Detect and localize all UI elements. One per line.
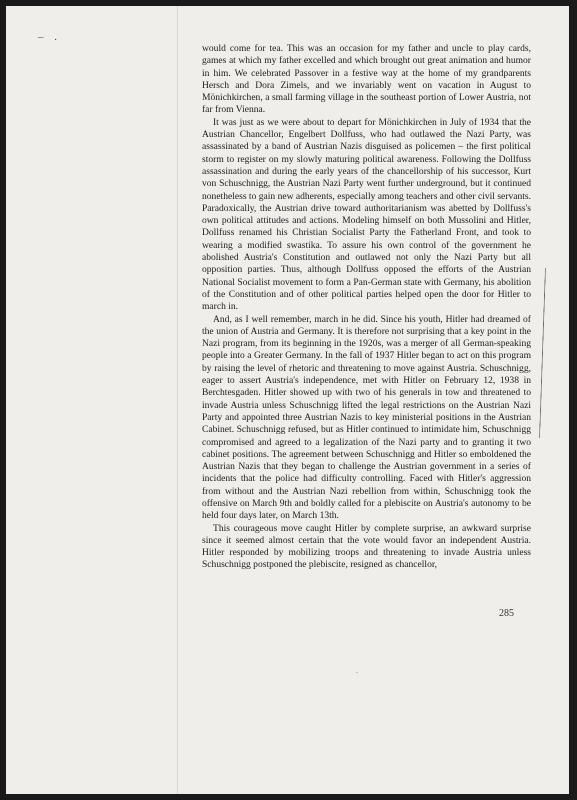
- paragraph: would come for tea. This was an occasion for my father and uncle to play cards, games at which my father excelled and which brought out great animation and humor in him. We celebrated Passover in a festive way at the home of my grandparents Hersch and Dora Zimels, and we invariably went on vacation in August to Mönichkirchen, a small farming village in the southeast portion of Lower Austria, not far from Vienna.: [202, 43, 531, 116]
- page-crease: [177, 6, 178, 794]
- margin-mark: – .: [38, 31, 61, 43]
- paragraph: This courageous move caught Hitler by complete surprise, an awkward surprise since it seemed almost certain that the vote would favor an independent Austria. Hitler responded by mobilizing troops and threatening to invade Austria unless Schuschnigg postponed the plebiscite, resigned as chancellor,: [202, 522, 531, 571]
- paragraph: And, as I well remember, march in he did. Since his youth, Hitler had dreamed of the union of Austria and Germany. It is therefore not surprising that a key point in the Nazi program, from its beginning in the 1920s, was a merger of all German-speaking people into a Greater Germany. In the fall of 1937 Hitler began to act on this program by raising the level of rhetoric and threatening to move against Austria. Schuschnigg, eager to assert Austria's independence, met with Hitler on February 12, 1938 in Berchtesgaden. Hitler showed up with two of his generals in tow and threatened to invade Austria unless Schuschnigg lifted the legal restrictions on the Austrian Nazi Party and appointed three Austrian Nazis to key ministerial positions in the Austrian Cabinet. Schuschnigg refused, but as Hitler continued to intimidate him, Schuschnigg compromised and agreed to a legalization of the Nazi party and to granting it two cabinet positions. The agreement between Schuschnigg and Hitler so emboldened the Austrian Nazis that they began to challenge the Austrian government in a series of incidents that the police had difficulty controlling. Faced with Hitler's aggression from without and the Austrian Nazi rebellion from within, Schuschnigg took the offensive on March 9th and boldly called for a plebiscite on Austria's autonomy to be held four days later, on March 13th.: [202, 313, 531, 522]
- page-number: 285: [499, 608, 514, 619]
- margin-pencil-line: [539, 268, 546, 438]
- paper-speck: .: [356, 666, 358, 675]
- body-text: [202, 43, 531, 572]
- paragraph: It was just as we were about to depart for Mönichkirchen in July of 1934 that the Austrian Chancellor, Engelbert Dollfuss, who had outlawed the Nazi Party, was assassinated by a band of Austrian Nazis disguised as policemen – the first political storm to register on my slowly maturing political awareness. Following the Dollfuss assassination and during the early years of the chancellorship of his successor, Kurt von Schuschnigg, the Austrian Nazi Party went further underground, but it continued nonetheless to gain new adherents, especially among teachers and other civil servants. Paradoxically, the Austrian drive toward authoritarianism was abetted by Dollfuss's own political attitudes and actions. Modeling himself on both Mussolini and Hitler, Dollfuss renamed his Christian Socialist Party the Fatherland Front, and took to wearing a modified swastika. To assure his own control of the government he abolished Austria's Constitution and outlawed not only the Nazi Party but all opposition parties. Thus, although Dollfuss opposed the efforts of the Austrian National Socialist movement to form a Pan-German state with Germany, his abolition of the Constitution and of other political parties helped open the door for Hitler to march in.: [202, 116, 531, 313]
- scanned-page: [6, 6, 569, 794]
